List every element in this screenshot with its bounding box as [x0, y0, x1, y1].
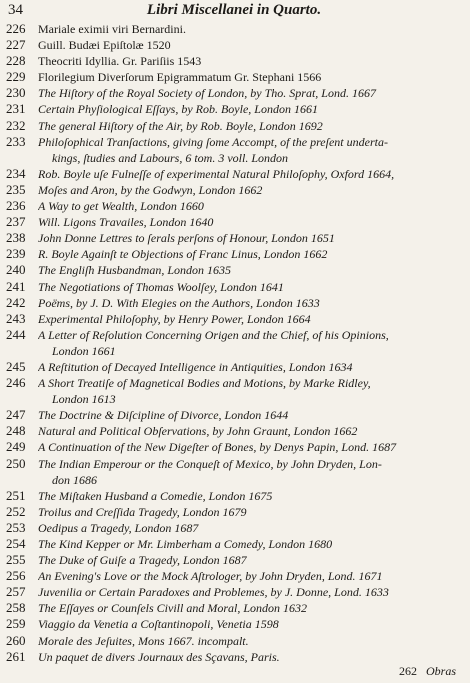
entry-number: 255: [6, 552, 26, 568]
catalogue-entry: [6, 520, 464, 536]
entry-line: Rob. Boyle uſe Fulneſſe of experimental Natural Philoſophy, Oxford 1664,: [38, 166, 395, 181]
entry-text: [38, 198, 464, 214]
catalogue-entry: [6, 295, 464, 311]
entry-line: The Miſtaken Husband a Comedie, London 1675: [38, 488, 273, 503]
entry-line: Morale des Jeſuites, Mons 1667. incompalt.: [38, 633, 249, 648]
entry-number: 248: [6, 423, 26, 439]
page-number: 34: [8, 2, 23, 18]
entry-number: 249: [6, 439, 26, 455]
entry-number: 235: [6, 181, 26, 197]
entry-text: [38, 536, 464, 552]
entry-number: 256: [6, 568, 26, 584]
catalogue-entry: [6, 230, 464, 246]
entry-line: Juvenilia or Certain Paradoxes and Problemes, by J. Donne, Lond. 1633: [38, 585, 389, 600]
catalogue-entry: [6, 21, 464, 37]
entry-text: [38, 423, 464, 439]
entry-number: 243: [6, 310, 26, 326]
entry-line: Moſes and Aron, by the Godwyn, London 1662: [38, 182, 263, 197]
entry-number: 232: [6, 117, 26, 133]
entry-number: 244: [6, 326, 26, 342]
entry-continuation-line: London 1613: [52, 392, 116, 407]
entry-text: [38, 375, 464, 407]
entry-number: 242: [6, 294, 26, 310]
catalogue-entry: [6, 552, 464, 568]
entry-line: The Eſſayes or Counſels Civill and Moral, London 1632: [38, 601, 307, 616]
catalogue-entry: [6, 407, 464, 423]
entry-text: [38, 327, 464, 359]
entry-line: The general Hiſtory of the Air, by Rob. Boyle, London 1692: [38, 118, 323, 133]
entry-number: 231: [6, 101, 26, 117]
entry-line: A Short Treatiſe of Magnetical Bodies and Motions, by Marke Ridley,: [38, 376, 371, 391]
catalogue-entry: [6, 600, 464, 616]
entry-number: 233: [6, 133, 26, 149]
entry-line: Oedipus a Tragedy, London 1687: [38, 520, 199, 535]
catalogue-entry: [6, 633, 464, 649]
entry-text: [38, 85, 464, 101]
entry-number: 230: [6, 85, 26, 101]
entry-text: [38, 279, 464, 295]
entry-line: Mariale eximii viri Bernardini.: [38, 22, 186, 36]
entry-number: 259: [6, 616, 26, 632]
entry-line: The Negotiations of Thomas Woolſey, London 1641: [38, 279, 284, 294]
entry-number: 246: [6, 375, 26, 391]
entry-line: Poëms, by J. D. With Elegies on the Authors, London 1633: [38, 295, 320, 310]
entry-line: Florilegium Diverſorum Epigrammatum Gr. Stephani 1566: [38, 70, 322, 85]
catalogue-entry: [6, 311, 464, 327]
entry-number: 260: [6, 632, 26, 648]
catalogue-entry: [6, 101, 464, 117]
catalogue-entry: [6, 423, 464, 439]
catalogue-entry: [6, 327, 464, 359]
entry-line: Viaggio da Venetia a Coſtantinopoli, Venetia 1598: [38, 617, 279, 632]
entry-line: R. Boyle Againſt te Objections of Franc Linus, London 1662: [38, 247, 328, 262]
entry-text: [38, 69, 464, 85]
entry-text: [38, 616, 464, 632]
catalogue-entry: [6, 504, 464, 520]
entry-text: [38, 21, 464, 37]
catalogue-entry: [6, 37, 464, 53]
entry-line: Natural and Political Obſervations, by John Graunt, London 1662: [38, 424, 358, 439]
entry-number: 250: [6, 455, 26, 471]
entry-number: 257: [6, 584, 26, 600]
catalogue-entry: [6, 456, 464, 488]
entry-number: 254: [6, 536, 26, 551]
entry-text: [38, 456, 464, 488]
entry-text: [38, 504, 464, 520]
entry-text: [38, 118, 464, 134]
entry-text: [38, 552, 464, 568]
entry-text: [38, 600, 464, 616]
catchword-text: Obras: [425, 664, 456, 678]
entry-text: [38, 166, 464, 182]
catalogue-entry: [6, 262, 464, 278]
entry-number: 237: [6, 214, 26, 230]
entry-text: [38, 230, 464, 246]
entry-line: The Engliſh Husbandman, London 1635: [38, 263, 232, 278]
entry-number: 253: [6, 519, 26, 535]
entry-number: 261: [6, 648, 26, 664]
entry-number: 229: [6, 69, 26, 85]
entry-line: The Duke of Guiſe a Tragedy, London 1687: [38, 553, 247, 568]
catalogue-entry: [6, 649, 464, 665]
entry-line: A Reſtitution of Decayed Intelligence in Antiquities, London 1634: [38, 359, 353, 374]
entry-number: 238: [6, 230, 26, 246]
entry-line: Un paquet de divers Journaux des Sçavans, Paris.: [38, 649, 280, 664]
catalogue-entry: [6, 85, 464, 101]
entry-continuation-line: kings, ſtudies and Labours, 6 tom. 3 voll. London: [52, 150, 289, 165]
entry-number: 236: [6, 198, 26, 214]
entry-line: The Indian Emperour or the Conqueſt of Mexico, by John Dryden, Lon-: [38, 456, 382, 471]
entry-line: The Hiſtory of the Royal Society of London, by Tho. Sprat, Lond. 1667: [38, 86, 376, 101]
entry-number: 226: [6, 21, 26, 36]
entry-number: 245: [6, 358, 26, 374]
page-title: Libri Miscellanei in Quarto.: [146, 2, 322, 18]
entry-text: [38, 407, 464, 423]
catalogue-entry: [6, 182, 464, 198]
catalogue-entry: [6, 279, 464, 295]
entry-line: A Way to get Wealth, London 1660: [38, 199, 204, 214]
catalogue-entry: [6, 198, 464, 214]
entry-text: [38, 134, 464, 166]
entry-number: 239: [6, 246, 26, 262]
page-header: [8, 2, 460, 22]
entry-number: 252: [6, 503, 26, 519]
entry-text: [38, 246, 464, 262]
entry-number: 247: [6, 407, 26, 423]
entry-text: [38, 101, 464, 117]
entry-text: [38, 295, 464, 311]
entry-line: Theocriti Idyllia. Gr. Pariſiis 1543: [38, 54, 202, 69]
entry-line: Guill. Budæi Epiſtolæ 1520: [38, 38, 171, 53]
entry-text: [38, 633, 464, 649]
entry-line: Certain Phyſiological Eſſays, by Rob. Boyle, London 1661: [38, 102, 318, 117]
catalogue-entry: [6, 118, 464, 134]
entry-text: [38, 488, 464, 504]
catalogue-entry: [6, 568, 464, 584]
entry-line: The Kind Kepper or Mr. Limberham a Comedy, London 1680: [38, 537, 333, 551]
entry-text: [38, 311, 464, 327]
catalogue-entry: [6, 536, 464, 552]
entry-text: [38, 359, 464, 375]
entry-continuation-line: don 1686: [52, 472, 97, 487]
entry-text: [38, 262, 464, 278]
catalogue-entry: [6, 214, 464, 230]
entry-number: 234: [6, 165, 26, 181]
catalogue-entry: [6, 616, 464, 632]
entry-line: Experimental Philoſophy, by Henry Power, London 1664: [38, 311, 311, 326]
entry-line: John Donne Lettres to ſerals perſons of Honour, London 1651: [38, 231, 335, 246]
entry-text: [38, 584, 464, 600]
catalogue-entry: [6, 439, 464, 455]
entry-text: [38, 53, 464, 69]
catalogue-entry: [6, 69, 464, 85]
entry-text: [38, 214, 464, 230]
catalogue-entry: [6, 134, 464, 166]
entry-line: The Doctrine & Diſcipline of Divorce, London 1644: [38, 408, 289, 423]
entry-text: [38, 439, 464, 455]
catalogue-entry: [6, 246, 464, 262]
entry-line: Philoſophical Tranſactions, giving ſome Accompt, of the preſent underta-: [38, 134, 388, 149]
catchword: [399, 664, 456, 679]
catalogue-entries: [6, 21, 464, 665]
catalogue-entry: [6, 375, 464, 407]
entry-text: [38, 182, 464, 198]
entry-number: 241: [6, 278, 26, 294]
entry-number: 251: [6, 487, 26, 503]
entry-number: 240: [6, 262, 26, 278]
entry-number: 227: [6, 37, 26, 53]
entry-text: [38, 520, 464, 536]
entry-text: [38, 37, 464, 53]
entry-number: 228: [6, 53, 26, 69]
entry-text: [38, 649, 464, 665]
catalogue-entry: [6, 488, 464, 504]
catalogue-entry: [6, 359, 464, 375]
catalogue-entry: [6, 53, 464, 69]
entry-text: [38, 568, 464, 584]
catalogue-entry: [6, 166, 464, 182]
entry-number: 258: [6, 600, 26, 616]
entry-continuation-line: London 1661: [52, 343, 116, 358]
entry-line: An Evening's Love or the Mock Aſtrologer, by John Dryden, Lond. 1671: [38, 569, 383, 584]
entry-line: A Letter of Reſolution Concerning Origen and the Chief, of his Opinions,: [38, 327, 389, 342]
entry-line: A Continuation of the New Digeſter of Bones, by Denys Papin, Lond. 1687: [38, 440, 397, 455]
catalogue-entry: [6, 584, 464, 600]
catchword-number: 262: [398, 664, 417, 678]
entry-line: Troilus and Creſſida Tragedy, London 1679: [38, 504, 247, 519]
entry-line: Will. Ligons Travailes, London 1640: [38, 215, 214, 230]
